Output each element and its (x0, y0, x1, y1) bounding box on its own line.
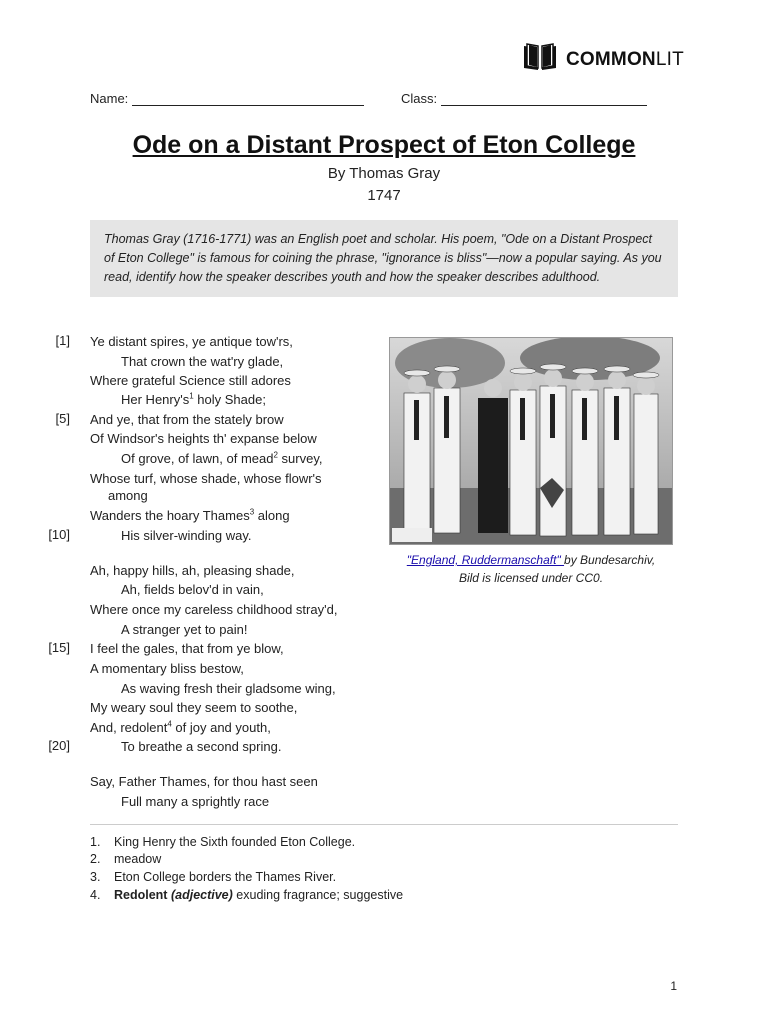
photo-source-link[interactable]: "England, Ruddermanschaft" (406, 553, 565, 567)
rowing-crew-photo (389, 337, 673, 545)
poem-line: To breathe a second spring. (121, 739, 282, 754)
line-number: [15] (48, 640, 70, 655)
line-number: [5] (55, 411, 70, 426)
poem-line: As waving fresh their gladsome wing, (121, 681, 336, 696)
poem-line: Where once my careless childhood stray'd, (90, 602, 338, 617)
poem-line: Ah, happy hills, ah, pleasing shade, (90, 563, 295, 578)
poem-line: I feel the gales, that from ye blow, (90, 641, 284, 656)
intro-box: Thomas Gray (1716-1771) was an English poet and scholar. His poem, "Ode on a Distant Prospect of Eton College" is famous for coining the phrase, "ignorance is bliss"—now a popular saying. As you read, identify how the speaker describes youth and how the speaker describes adulthood. (90, 220, 678, 297)
footnote-ref: 2 (273, 450, 278, 460)
class-field[interactable] (401, 91, 647, 106)
poem-line: Wanders the hoary Thames$^3$ along (90, 507, 290, 523)
poem-line: My weary soul they seem to soothe, (90, 700, 298, 715)
year: 1747 (367, 187, 401, 204)
poem-line: Where grateful Science still adores (90, 373, 291, 388)
book-icon (522, 42, 558, 77)
poem-line: And ye, that from the stately brow (90, 412, 284, 427)
poem-line: Full many a sprightly race (121, 794, 270, 809)
poem-line: Her $Henry's^1$ holy Shade; (121, 391, 266, 407)
photo-caption: "England, Ruddermanschaft" by Bundesarchiv, Bild is licensed under CC0. (406, 553, 656, 585)
logo-text: COMMONLIT (566, 48, 684, 70)
page-number: 1 (670, 979, 677, 993)
footnote: 3. Eton College borders the Thames River. (90, 870, 337, 884)
poem-line: That crown the wat'ry glade, (121, 354, 284, 369)
poem-line: Whose turf, whose shade, whose flowr's (90, 471, 322, 486)
name-field[interactable] (90, 91, 364, 106)
poem-line: A stranger yet to pain! (121, 622, 248, 637)
line-number: [20] (48, 738, 70, 753)
footnote: 2. meadow (90, 852, 162, 866)
part-of-speech: (adjective) (170, 888, 233, 902)
footnote: 4. Redolent (adjective) exuding fragrance; suggestive (90, 888, 404, 902)
page-title: Ode on a Distant Prospect of Eton College (132, 131, 636, 159)
footnote-ref: 4 (167, 719, 172, 729)
poem-line: And, redolent$^4$ of joy and youth, (90, 719, 271, 735)
author: By Thomas Gray (327, 165, 441, 182)
commonlit-logo (522, 42, 684, 77)
line-number: [10] (48, 527, 70, 542)
footnote-ref: 1 (189, 391, 194, 401)
name-line[interactable] (132, 92, 364, 106)
line-number: [1] (55, 333, 70, 348)
class-label: Class: (401, 91, 438, 106)
poem-line: Of grove, of lawn, of mead$^2$ survey, (121, 450, 323, 466)
name-label: Name: (90, 91, 129, 106)
poem-line-continued: among (108, 488, 148, 503)
poem-line: His silver-winding way. (121, 528, 252, 543)
poem-line: Ah, fields belov'd in vain, (121, 582, 264, 597)
poem-line: A momentary bliss bestow, (90, 661, 244, 676)
vocab-term: Redolent (114, 888, 168, 902)
class-line[interactable] (441, 92, 647, 106)
footnote-divider (90, 824, 678, 825)
footnote: 1. King Henry the Sixth founded Eton College. (90, 835, 356, 849)
footnote-ref: 3 (249, 507, 255, 517)
poem-line: Of Windsor's heights th' expanse below (90, 431, 317, 446)
poem-line: Say, Father Thames, for thou hast seen (90, 774, 318, 789)
poem-line: Ye distant spires, ye antique tow'rs, (90, 334, 293, 349)
